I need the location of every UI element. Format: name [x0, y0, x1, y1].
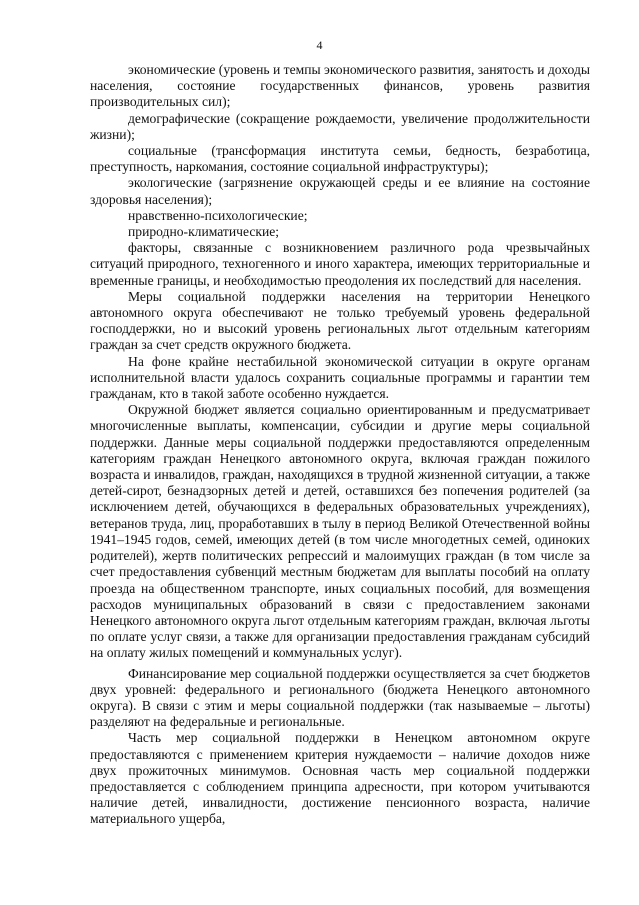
paragraph-natural-climatic-factors: природно-климатические;: [128, 224, 280, 240]
paragraph-financing: Финансирование мер социальной поддержки осуществляется за счет бюджетов двух уровней: федерального и регионального (бюджета Ненецкого автономного округа). В связи с этим и меры социальной поддержки (так называемые – льготы) разделяют на федеральные и региональные.: [90, 665, 590, 730]
paragraph-district-budget: Окружной бюджет является социально ориентированным и предусматривает многочисленные выплаты, компенсации, субсидии и другие меры социальной поддержки. Данные меры социальной поддержки предоставляются определенным категориям граждан Ненецкого автономного округа, включая граждан пожилого возраста и инвалидов, граждан, находящихся в трудной жизненной ситуации, а также детей-сирот, безнадзорных детей и детей, оставшихся без попечения родителей (за исключением детей, обучающихся в федеральных образовательных учреждениях), ветеранов труда, лиц, проработавших в тылу в период Великой Отечественной войны 1941–1945 годов, семей, имеющих детей (в том числе многодетных семей, одиноких родителей), жертв политических репрессий и малоимущих граждан (в том числе за счет предоставления субвенций местным бюджетам для выплаты пособий на оплату проезда на общественном транспорте, иных социальных пособий, для возмещения расходов муниципальных образований в связи с предоставлением законами Ненецкого автономного округа льгот отдельным категориям граждан, включая льготы по оплате услуг связи, а также для организации предоставления гражданам субсидий на оплату жилых помещений и коммунальных услуг).: [90, 402, 590, 661]
paragraph-social-factors: социальные (трансформация института семьи, бедность, безработица, преступность, наркомания, состояние социальной инфраструктуры);: [90, 143, 590, 175]
paragraph-demographic-factors: демографические (сокращение рождаемости, увеличение продолжительности жизни);: [90, 110, 590, 142]
paragraph-economic-situation: На фоне крайне нестабильной экономической ситуации в округе органам исполнительной власти удалось сохранить социальные программы и гарантии тем гражданам, кто в такой заботе особенно нуждается.: [90, 353, 590, 402]
paragraph-moral-psychological-factors: нравственно-психологические;: [128, 207, 308, 223]
paragraph-ecological-factors: экологические (загрязнение окружающей среды и ее влияние на состояние здоровья населения);: [90, 175, 590, 207]
paragraph-need-criteria: Часть мер социальной поддержки в Ненецком автономном округе предоставляются с применением критерия нуждаемости – наличие доходов ниже двух прожиточных минимумов. Основная часть мер социальной поддержки предоставляется с соблюдением принципа адресности, при котором учитываются наличие детей, инвалидности, достижение пенсионного возраста, наличие материального ущерба,: [90, 730, 590, 827]
document-body: [90, 62, 590, 828]
page-number: 4: [316, 38, 323, 52]
paragraph-support-measures: Меры социальной поддержки населения на территории Ненецкого автономного округа обеспечивают не только требуемый уровень федеральной господдержки, но и высокий уровень региональных льгот отдельным категориям граждан за счет средств окружного бюджета.: [90, 288, 590, 353]
paragraph-emergency-factors: факторы, связанные с возникновением различного рода чрезвычайных ситуаций природного, техногенного и иного характера, имеющих территориальные и временные границы, и необходимостью преодоления их последствий для населения.: [90, 240, 590, 288]
paragraph-economic-factors: экономические (уровень и темпы экономического развития, занятость и доходы населения, состояние государственных финансов, уровень развития производительных сил);: [90, 62, 590, 110]
